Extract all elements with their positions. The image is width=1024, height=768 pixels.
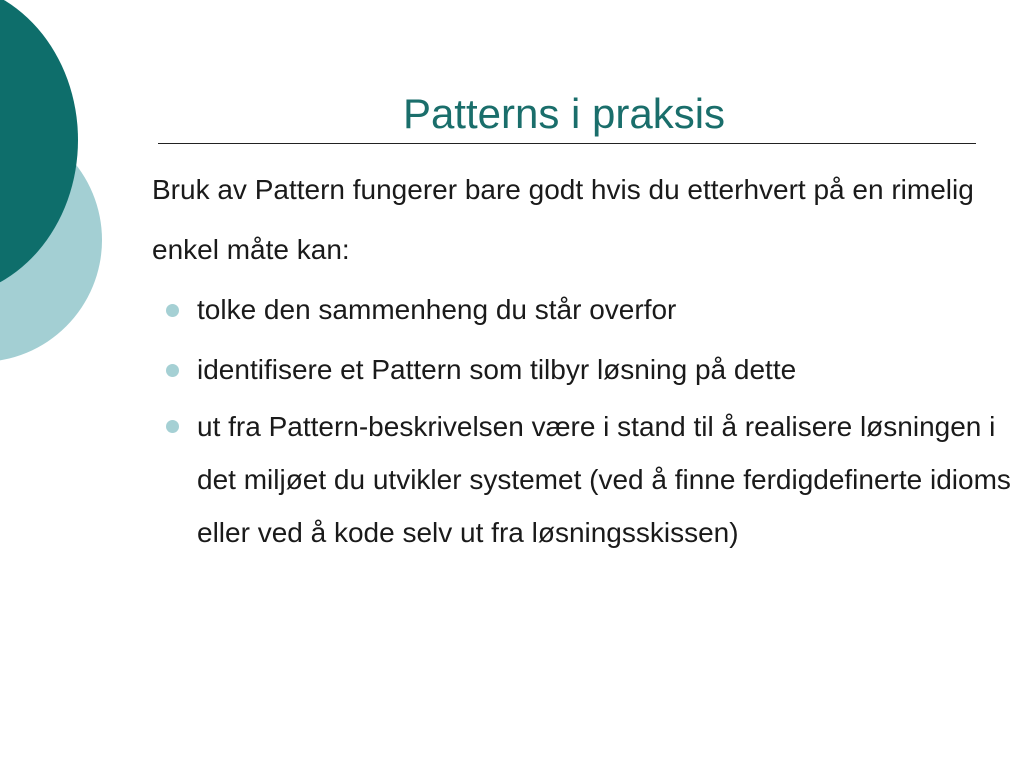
intro-paragraph: Bruk av Pattern fungerer bare godt hvis du etterhvert på en rimelig enkel måte kan: [152,174,974,265]
bullet-text: tolke den sammenheng du står overfor [197,294,677,325]
slide-body [152,160,1012,559]
bullet-item [152,400,1012,559]
bullet-dot-icon [166,304,179,317]
bullet-dot-icon [166,420,179,433]
bullet-item [152,340,1012,400]
bullet-dot-icon [166,364,179,377]
bullet-item [152,280,1012,340]
bullet-text: ut fra Pattern-beskrivelsen være i stand til å realisere løsningen i det miljøet du utvikler systemet (ved å finne ferdigdefinerte idioms eller ved å kode selv ut fra løsningsskissen) [197,411,1011,548]
bullet-list [152,280,1012,559]
slide-title: Patterns i praksis [402,90,726,137]
title-divider [158,143,976,144]
bullet-text: identifisere et Pattern som tilbyr løsning på dette [197,354,797,385]
decorative-circles [0,0,120,380]
